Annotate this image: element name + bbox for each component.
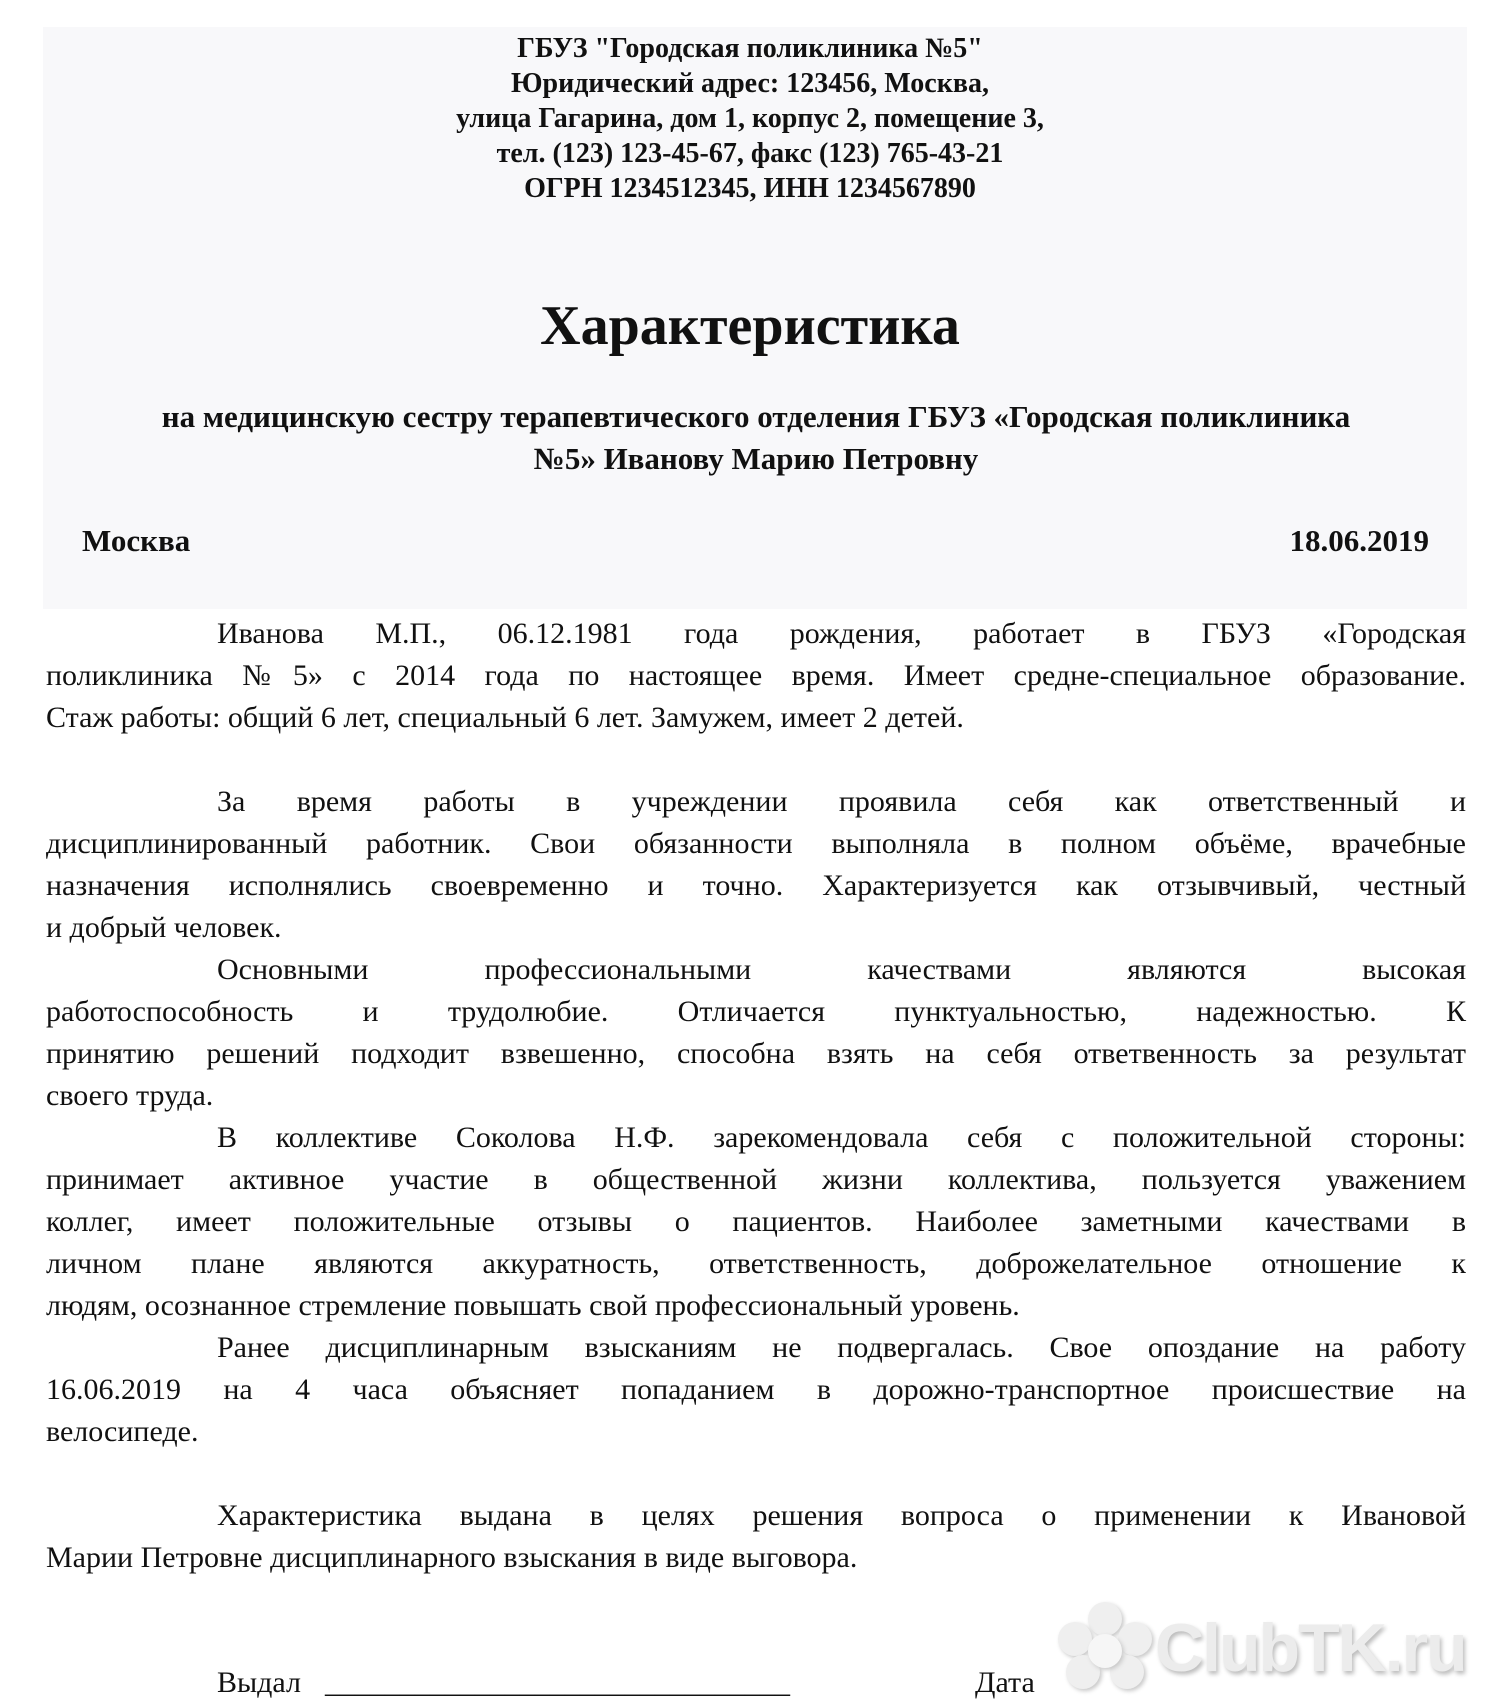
body-line: работоспособность и трудолюбие. Отличается пунктуальностью, надежностью. К (46, 995, 1466, 1028)
body-line: За время работы в учреждении проявила себя как ответственный и (217, 785, 1466, 818)
body-paragraph (46, 1495, 1466, 1579)
body-line: принимает активное участие в общественной жизни коллектива, пользуется уважением (46, 1163, 1466, 1196)
document-subtitle-line: на медицинскую сестру терапевтического отделения ГБУЗ «Городская поликлиника (161, 399, 1351, 434)
letterhead-line: ОГРН 1234512345, ИНН 1234567890 (524, 173, 976, 204)
body-line: Марии Петровне дисциплинарного взыскания в виде выговора. (46, 1541, 858, 1574)
body-paragraph (46, 1327, 1466, 1453)
body-line: Иванова М.П., 06.12.1981 года рождения, работает в ГБУЗ «Городская (217, 617, 1466, 650)
body-line: принятию решений подходит взвешенно, способна взять на себя ответвенность за результат (46, 1037, 1466, 1070)
signature-date-label: Дата (975, 1666, 1035, 1699)
body-line: 16.06.2019 на 4 часа объясняет попаданием в дорожно-транспортное происшествие на (46, 1373, 1466, 1406)
body-paragraph (46, 781, 1466, 949)
body-line: Ранее дисциплинарным взысканиям не подвергалась. Свое опоздание на работу (217, 1331, 1466, 1364)
watermark-text: ClubTK.ru (1155, 1610, 1466, 1686)
body-line: Характеристика выдана в целях решения вопроса о применении к Ивановой (217, 1499, 1466, 1532)
body-line: людям, осознанное стремление повышать свой профессиональный уровень. (46, 1289, 1020, 1322)
letterhead-line: ГБУЗ "Городская поликлиника №5" (517, 33, 983, 64)
body-paragraph (46, 949, 1466, 1117)
body-line: дисциплинированный работник. Свои обязанности выполняла в полном объёме, врачебные (46, 827, 1466, 860)
signature-blank-line: _______________________________ (325, 1666, 790, 1699)
document-date: 18.06.2019 (1289, 523, 1429, 558)
body-line: своего труда. (46, 1079, 214, 1112)
document-subtitle-line: №5» Иванову Марию Петровну (533, 441, 979, 476)
body-line: личном плане являются аккуратность, ответственность, доброжелательное отношение к (46, 1247, 1466, 1280)
body-line: и добрый человек. (46, 911, 282, 944)
document-title: Характеристика (540, 295, 960, 357)
watermark (1055, 1600, 1485, 1700)
body-line: коллег, имеет положительные отзывы о пациентов. Наиболее заметными качествами в (46, 1205, 1466, 1238)
letterhead-line: Юридический адрес: 123456, Москва, (511, 68, 989, 99)
body-line: велосипеде. (46, 1415, 199, 1448)
signature-issued-label: Выдал (217, 1666, 301, 1699)
body-line: поликлиника №5» с 2014 года по настоящее время. Имеет средне-специальное образование. (46, 659, 1466, 692)
body-line: Стаж работы: общий 6 лет, специальный 6 лет. Замужем, имеет 2 детей. (46, 701, 964, 734)
document-body (46, 613, 1466, 1579)
body-line: Основными профессиональными качествами являются высокая (217, 953, 1466, 986)
letterhead-line: улица Гагарина, дом 1, корпус 2, помещение 3, (456, 103, 1044, 134)
letterhead-line: тел. (123) 123-45-67, факс (123) 765-43-21 (496, 138, 1004, 169)
body-paragraph (46, 1117, 1466, 1327)
body-paragraph (46, 613, 1466, 739)
document-city: Москва (82, 523, 191, 558)
body-line: назначения исполнялись своевременно и точно. Характеризуется как отзывчивый, честный (46, 869, 1466, 902)
watermark-flower-logo-icon (1055, 1600, 1155, 1700)
body-line: В коллективе Соколова Н.Ф. зарекомендовала себя с положительной стороны: (217, 1121, 1466, 1154)
